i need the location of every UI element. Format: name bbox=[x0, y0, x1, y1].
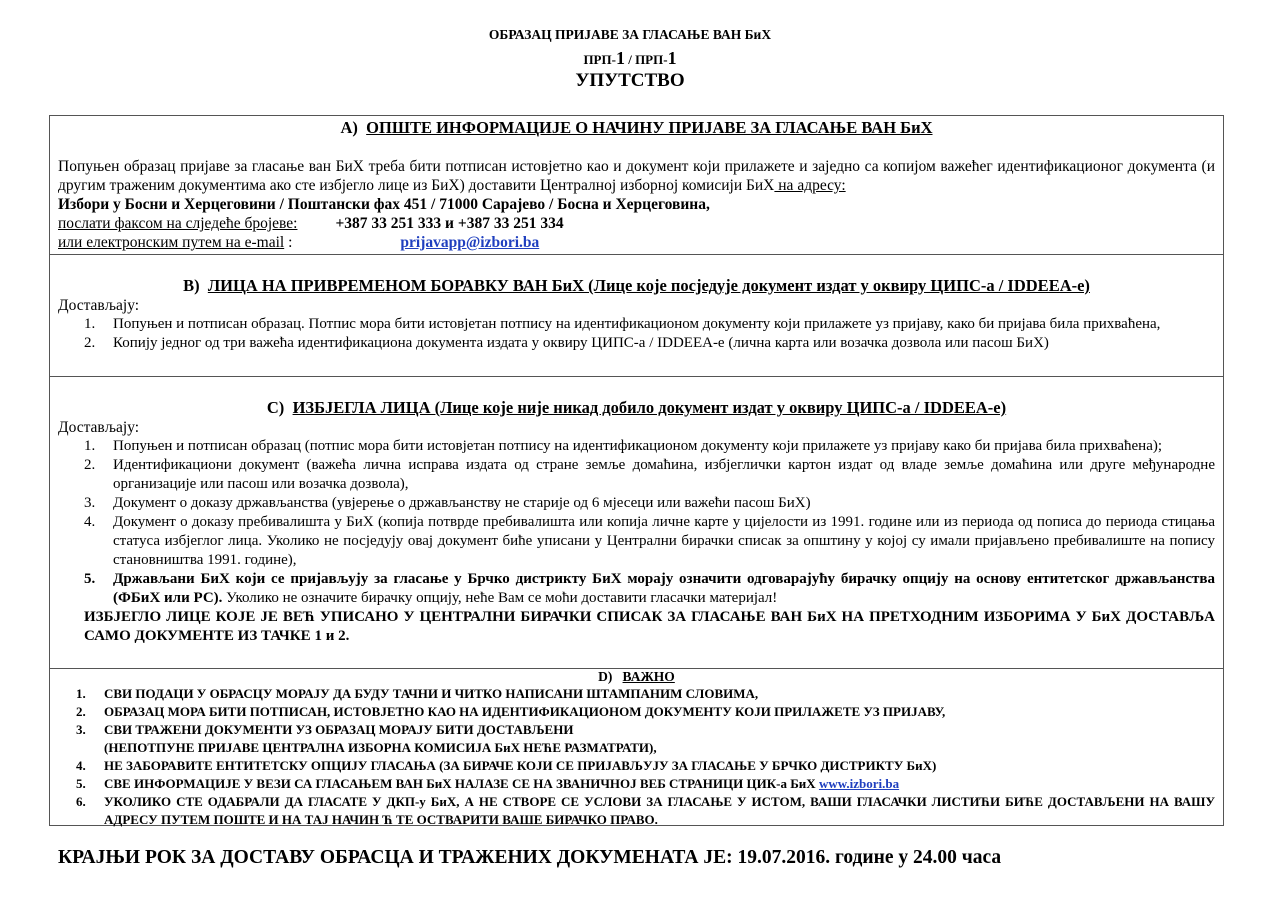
item-number: 2. bbox=[84, 457, 96, 473]
section-b-letter: B) bbox=[183, 276, 200, 295]
item-text: Документ о доказу пребивалишта у БиХ (копија потврде пребивалишта или копија личне карте у цијелости из 1991. године или из периода од пописа до периода стицања статуса избјеглог лица. Уколико не посједују овај документ биће уписани у Централни бирачки списак за општину у којој су имали пријављено пребивалиште на попису становништва 1991. године), bbox=[113, 514, 1215, 568]
item-number: 1. bbox=[76, 686, 86, 701]
item-text: СВЕ ИНФОРМАЦИЈЕ У ВЕЗИ СА ГЛАСАЊЕМ ВАН БиХ НАЛАЗЕ СЕ НА ЗВАНИЧНОЈ ВЕБ СТРАНИЦИ ЦИК-а БиХ bbox=[104, 776, 819, 791]
item-number: 4. bbox=[84, 514, 96, 530]
item-number: 6. bbox=[76, 794, 86, 809]
section-c-list bbox=[50, 437, 1223, 608]
section-b-deliver: Достављају: bbox=[58, 297, 140, 314]
section-d-letter: D) bbox=[598, 669, 613, 684]
list-item bbox=[50, 721, 1223, 739]
list-item bbox=[50, 437, 1223, 456]
form-code bbox=[0, 48, 1260, 69]
section-c-title bbox=[50, 398, 1223, 418]
instructions-heading: УПУТСТВО bbox=[575, 70, 685, 91]
fax-line bbox=[50, 214, 1223, 233]
list-item bbox=[50, 315, 1223, 334]
refugee-note: ИЗБЈЕГЛО ЛИЦЕ КОЈЕ ЈЕ ВЕЋ УПИСАНО У ЦЕНТРАЛНИ БИРАЧКИ СПИСАК ЗА ГЛАСАЊЕ ВАН БиХ НА ПРЕТХОДНИМ ИЗБОРИМА У БиХ ДОСТАВЉА САМО ДОКУМЕНТЕ ИЗ ТАЧКЕ 1 и 2. bbox=[84, 609, 1215, 644]
section-d-list bbox=[50, 685, 1223, 829]
list-item bbox=[50, 793, 1223, 829]
section-a-address-label: на адресу: bbox=[774, 177, 846, 194]
list-item bbox=[50, 494, 1223, 513]
code-num-a: 1 bbox=[615, 48, 625, 68]
item-number: 2. bbox=[84, 335, 96, 351]
instructions-frame bbox=[49, 115, 1224, 826]
item-number: 1. bbox=[84, 438, 96, 454]
item-number: 4. bbox=[76, 758, 86, 773]
section-c-deliver: Достављају: bbox=[58, 419, 140, 436]
section-c bbox=[50, 398, 1223, 646]
section-b-list bbox=[50, 315, 1223, 353]
section-a-body bbox=[50, 157, 1223, 195]
item-number: 1. bbox=[84, 316, 96, 332]
item-number: 5. bbox=[76, 776, 86, 791]
section-b-heading: ЛИЦА НА ПРИВРЕМЕНОМ БОРАВКУ ВАН БиХ (Лице које посједује документ издат у оквиру ЦИПС-а / IDDEEA-е) bbox=[207, 276, 1090, 295]
list-item bbox=[50, 775, 1223, 793]
list-item bbox=[50, 703, 1223, 721]
code-prefix-a: ПРП- bbox=[583, 52, 616, 67]
website-link[interactable]: www.izbori.ba bbox=[818, 776, 900, 791]
code-separator: / bbox=[624, 52, 636, 67]
section-a-title bbox=[50, 118, 1223, 138]
item-number: 2. bbox=[76, 704, 86, 719]
fax-numbers: +387 33 251 333 и +387 33 251 334 bbox=[335, 215, 564, 232]
item-text: Копију једног од три важећа идентификациона документа издата у оквиру ЦИПС-а / IDDEEA-е (лична карта или возачка дозвола или пасош БиХ) bbox=[113, 335, 1049, 351]
email-label: или електронским путем на e-mail bbox=[58, 234, 285, 251]
section-a-heading: ОПШТЕ ИНФОРМАЦИЈЕ О НАЧИНУ ПРИЈАВЕ ЗА ГЛАСАЊЕ ВАН БиХ bbox=[366, 118, 933, 137]
list-item bbox=[50, 334, 1223, 353]
email-line bbox=[50, 233, 1223, 252]
postal-address: Избори у Босни и Херцеговини / Поштански фах 451 / 71000 Сарајево / Босна и Херцеговина, bbox=[58, 196, 710, 213]
code-num-b: 1 bbox=[667, 48, 677, 68]
email-link[interactable]: prijavapp@izbori.ba bbox=[400, 234, 540, 251]
section-d-heading: ВАЖНО bbox=[622, 669, 675, 684]
section-b bbox=[50, 276, 1223, 353]
section-c-heading: ИЗБЈЕГЛА ЛИЦА (Лице које није никад добило документ издат у оквиру ЦИПС-а / IDDEEA-е) bbox=[292, 398, 1007, 417]
email-colon: : bbox=[284, 234, 293, 251]
deadline-notice: КРАЈЊИ РОК ЗА ДОСТАВУ ОБРАСЦА И ТРАЖЕНИХ ДОКУМЕНАТА ЈЕ: 19.07.2016. године у 24.00 часа bbox=[58, 847, 1002, 868]
item-number: 5. bbox=[84, 571, 96, 587]
form-title: ОБРАЗАЦ ПРИЈАВЕ ЗА ГЛАСАЊЕ ВАН БиХ bbox=[488, 27, 772, 42]
section-d-title bbox=[50, 669, 1223, 685]
item-text: Уколико не означите бирачку опцију, неће Вам се моћи доставити гласачки материјал! bbox=[222, 590, 778, 606]
item-number: 3. bbox=[84, 495, 96, 511]
item-number: 3. bbox=[76, 722, 86, 737]
item-text: (НЕПОТПУНЕ ПРИЈАВЕ ЦЕНТРАЛНА ИЗБОРНА КОМИСИЈА БиХ НЕЋЕ РАЗМАТРАТИ), bbox=[104, 740, 657, 755]
list-item bbox=[50, 685, 1223, 703]
divider-b-c bbox=[50, 376, 1223, 377]
section-c-letter: C) bbox=[266, 398, 285, 417]
item-text: Попуњен и потписан образац. Потпис мора бити истовјетан потпису на идентификационом документу који прилажете уз пријаву, како би пријава била прихваћена, bbox=[113, 316, 1161, 332]
code-prefix-b: ПРП- bbox=[635, 52, 668, 67]
item-text: СВИ ПОДАЦИ У ОБРАСЦУ МОРАЈУ ДА БУДУ ТАЧНИ И ЧИТКО НАПИСАНИ ШТАМПАНИМ СЛОВИМА, bbox=[104, 686, 759, 701]
item-text: НЕ ЗАБОРАВИТЕ ЕНТИТЕТСКУ ОПЦИЈУ ГЛАСАЊА (ЗА БИРАЧЕ КОЈИ СЕ ПРИЈАВЉУЈУ ЗА ГЛАСАЊЕ У БРЧКО ДИСТРИКТУ БиХ) bbox=[104, 758, 937, 773]
list-item bbox=[50, 739, 1223, 757]
fax-label: послати факсом на слједеће бројеве: bbox=[58, 215, 298, 232]
item-text: СВИ ТРАЖЕНИ ДОКУМЕНТИ УЗ ОБРАЗАЦ МОРАЈУ БИТИ ДОСТАВЉЕНИ bbox=[104, 722, 574, 737]
list-item bbox=[50, 456, 1223, 494]
section-a bbox=[50, 118, 1223, 252]
section-d bbox=[50, 669, 1223, 829]
list-item bbox=[50, 513, 1223, 570]
item-text: УКОЛИКО СТЕ ОДАБРАЛИ ДА ГЛАСАТЕ У ДКП-у БиХ, А НЕ СТВОРЕ СЕ УСЛОВИ ЗА ГЛАСАЊЕ У ИСТОМ, ВАШИ ГЛАСАЧКИ ЛИСТИЋИ БИЋЕ ДОСТАВЉЕНИ НА ВАШУ АДРЕСУ ПУТЕМ ПОШТЕ И НА ТАЈ НАЧИН Ћ ТЕ ОСТВАРИТИ ВАШЕ БИРАЧКО ПРАВО. bbox=[104, 794, 1215, 827]
section-b-title bbox=[50, 276, 1223, 296]
list-item bbox=[50, 757, 1223, 775]
section-a-letter: А) bbox=[340, 118, 358, 137]
item-text: ОБРАЗАЦ МОРА БИТИ ПОТПИСАН, ИСТОВЈЕТНО КАО НА ИДЕНТИФИКАЦИОНОМ ДОКУМЕНТУ КОЈИ ПРИЛАЖЕТЕ УЗ ПРИЈАВУ, bbox=[104, 704, 946, 719]
item-text-bold: Држављани БиХ који се пријављују за гласање у Брчко дистрикту БиХ морају означити одговарајућу бирачку опцију на основу ентитетског држављанства (ФБиХ или РС). bbox=[113, 571, 1215, 606]
section-a-text: Попуњен образац пријаве за гласање ван БиХ треба бити потписан истовјетно као и документ који прилажете и заједно са копијом важећег идентификационог документа (и другим траженим документима ако сте избјегло лице из БиХ) доставити Централној изборној комисији БиХ bbox=[58, 158, 1215, 194]
list-item bbox=[50, 570, 1223, 608]
item-text: Идентификациони документ (важећа лична исправа издата од стране земље домаћина, избјеглички картон издат од владе земље домаћина или друге међународне организације или пасош или возачка дозвола), bbox=[113, 457, 1215, 492]
item-text: Документ о доказу држављанства (увјерење о држављанству не старије од 6 мјесеци или важећи пасош БиХ) bbox=[113, 495, 811, 511]
item-text: Попуњен и потписан образац (потпис мора бити истовјетан потпису на идентификационом документу који прилажете уз пријаву како би пријава била прихваћена); bbox=[113, 438, 1163, 454]
divider-a-b bbox=[50, 254, 1223, 255]
